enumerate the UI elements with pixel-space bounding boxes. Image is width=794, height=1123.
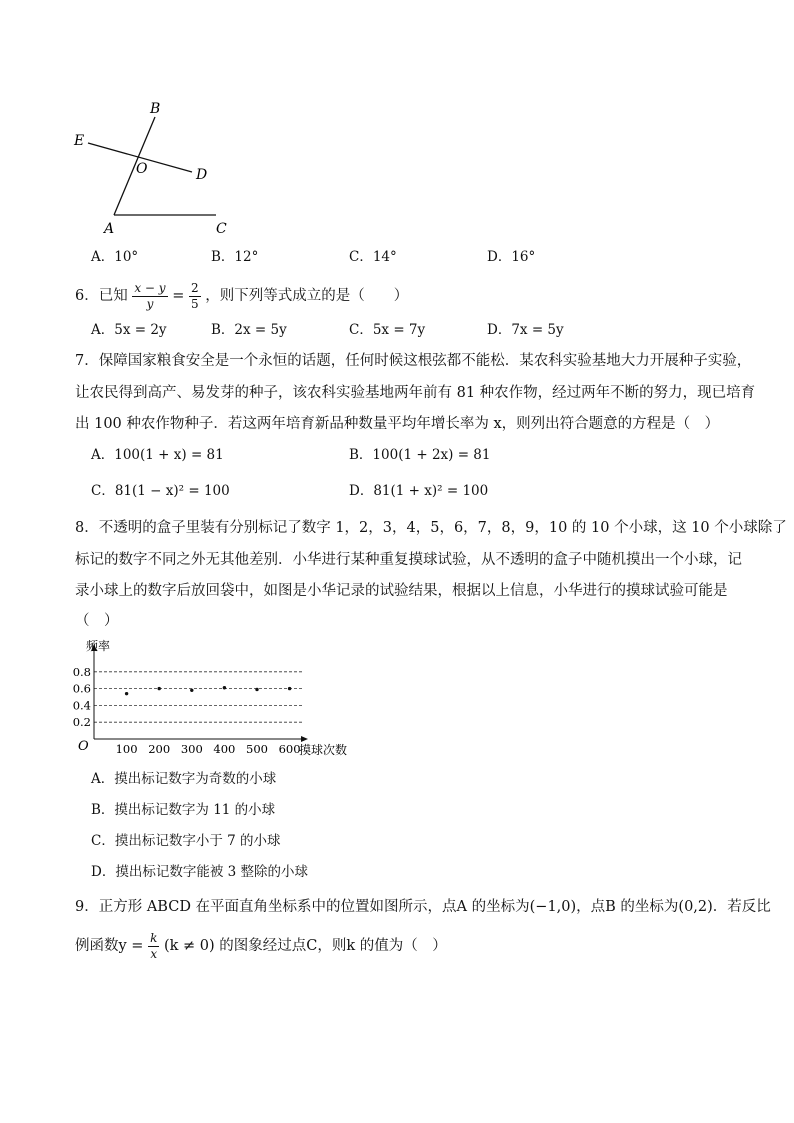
q6-frac-left-num: x − y: [134, 280, 166, 295]
q7-option-b[interactable]: B．100(1 + 2x) = 81: [349, 447, 491, 463]
label-B: B: [150, 101, 161, 117]
x-tick-label-5: 600: [278, 742, 301, 756]
q8-line-2: 标记的数字不同之外无其他差别．小华进行某种重复摸球试验，从不透明的盒子中随机摸出一个小球，记: [75, 552, 742, 568]
label-A: A: [104, 221, 115, 237]
q5-geometry-figure: [60, 95, 260, 240]
x-tick-label-0: 100: [115, 742, 138, 756]
q6-option-a[interactable]: A．5x = 2y: [91, 322, 167, 338]
label-E: E: [74, 133, 85, 149]
x-tick-label-1: 200: [148, 742, 171, 756]
q6-frac-right-den: 5: [190, 296, 199, 311]
q6-suffix: ，则下列等式成立的是（ ）: [205, 288, 409, 304]
line-AB: [114, 117, 155, 215]
q8-line-4: （ ）: [75, 613, 119, 629]
chart-tick-labels: [73, 665, 301, 756]
data-point-5: [288, 687, 291, 690]
chart-origin-label: O: [78, 739, 89, 754]
y-tick-label-0: 0.2: [72, 715, 91, 730]
frequency-chart: [70, 636, 360, 758]
q6-fraction-right: [189, 281, 201, 312]
q8-option-c[interactable]: C．摸出标记数字小于 7 的小球: [91, 833, 281, 849]
q8-option-b[interactable]: B．摸出标记数字为 11 的小球: [91, 802, 276, 818]
q6-equals: =: [172, 288, 185, 304]
q5-option-c[interactable]: C．14°: [349, 249, 397, 265]
q8-option-d[interactable]: D．摸出标记数字能被 3 整除的小球: [91, 864, 308, 880]
y-tick-label-2: 0.6: [72, 681, 91, 696]
chart-grid: [94, 672, 302, 722]
y-tick-label-3: 0.8: [72, 664, 91, 679]
y-tick-label-1: 0.4: [72, 698, 91, 713]
chart-ylabel: 频率: [86, 639, 111, 653]
data-point-1: [158, 687, 161, 690]
q7-option-c[interactable]: C．81(1 − x)² = 100: [91, 483, 230, 499]
q7-line-1: 7．保障国家粮食安全是一个永恒的话题，任何时候这根弦都不能松．某农科实验基地大力开展种子实验，: [75, 353, 752, 369]
q6-option-d[interactable]: D．7x = 5y: [487, 322, 564, 338]
q8-line-3: 录小球上的数字后放回袋中，如图是小华记录的试验结果，根据以上信息，小华进行的摸球试验可能是: [75, 583, 728, 599]
q6-stem: [75, 277, 408, 317]
q9-line-1: 9．正方形 ABCD 在平面直角坐标系中的位置如图所示，点A 的坐标为(−1,0)，点B 的坐标为(0,2)．若反比: [75, 899, 771, 915]
data-point-2: [190, 689, 193, 692]
q8-option-a[interactable]: A．摸出标记数字为奇数的小球: [91, 771, 277, 787]
x-tick-label-3: 400: [213, 742, 236, 756]
q9-suffix: (k ≠ 0) 的图象经过点C，则k 的值为（ ）: [163, 938, 447, 954]
q8-line-1: 8．不透明的盒子里装有分别标记了数字 1，2，3，4，5，6，7，8，9，10 的 10 个小球，这 10 个小球除了: [75, 520, 787, 536]
x-axis-arrow: [301, 736, 308, 742]
label-O: O: [136, 161, 148, 177]
x-tick-label-4: 500: [246, 742, 268, 756]
q5-option-a[interactable]: A．10°: [91, 249, 139, 265]
q6-frac-right-num: 2: [190, 280, 199, 295]
q6-option-c[interactable]: C．5x = 7y: [349, 322, 426, 338]
label-D: D: [196, 167, 208, 183]
x-tick-label-2: 300: [180, 742, 203, 756]
q9-fraction: [148, 931, 159, 962]
chart-axes: [91, 644, 308, 742]
q6-option-b[interactable]: B．2x = 5y: [211, 322, 287, 338]
q9-line-2: [75, 928, 447, 966]
q6-prefix: 6．已知: [75, 288, 128, 304]
chart-xlabel: 摸球次数: [299, 743, 348, 757]
q7-option-a[interactable]: A．100(1 + x) = 81: [91, 447, 224, 463]
label-C: C: [216, 221, 227, 237]
q9-prefix: 例函数y =: [75, 938, 144, 954]
q6-frac-left-den: y: [146, 296, 154, 311]
data-point-3: [223, 686, 226, 689]
q6-fraction-left: [132, 281, 167, 312]
q5-option-b[interactable]: B．12°: [211, 249, 259, 265]
q7-option-d[interactable]: D．81(1 + x)² = 100: [349, 483, 489, 499]
q7-line-2: 让农民得到高产、易发芽的种子，该农科实验基地两年前有 81 种农作物，经过两年不断的努力，现已培育: [75, 385, 756, 401]
data-point-0: [125, 692, 128, 695]
q9-frac-num: k: [150, 930, 158, 945]
q5-option-d[interactable]: D．16°: [487, 249, 536, 265]
data-point-4: [255, 688, 258, 691]
chart-points: [125, 686, 291, 695]
q9-frac-den: x: [150, 946, 158, 961]
q7-line-3: 出 100 种农作物种子．若这两年培育新品种数量平均年增长率为 x，则列出符合题意的方程是（ ）: [75, 416, 720, 432]
